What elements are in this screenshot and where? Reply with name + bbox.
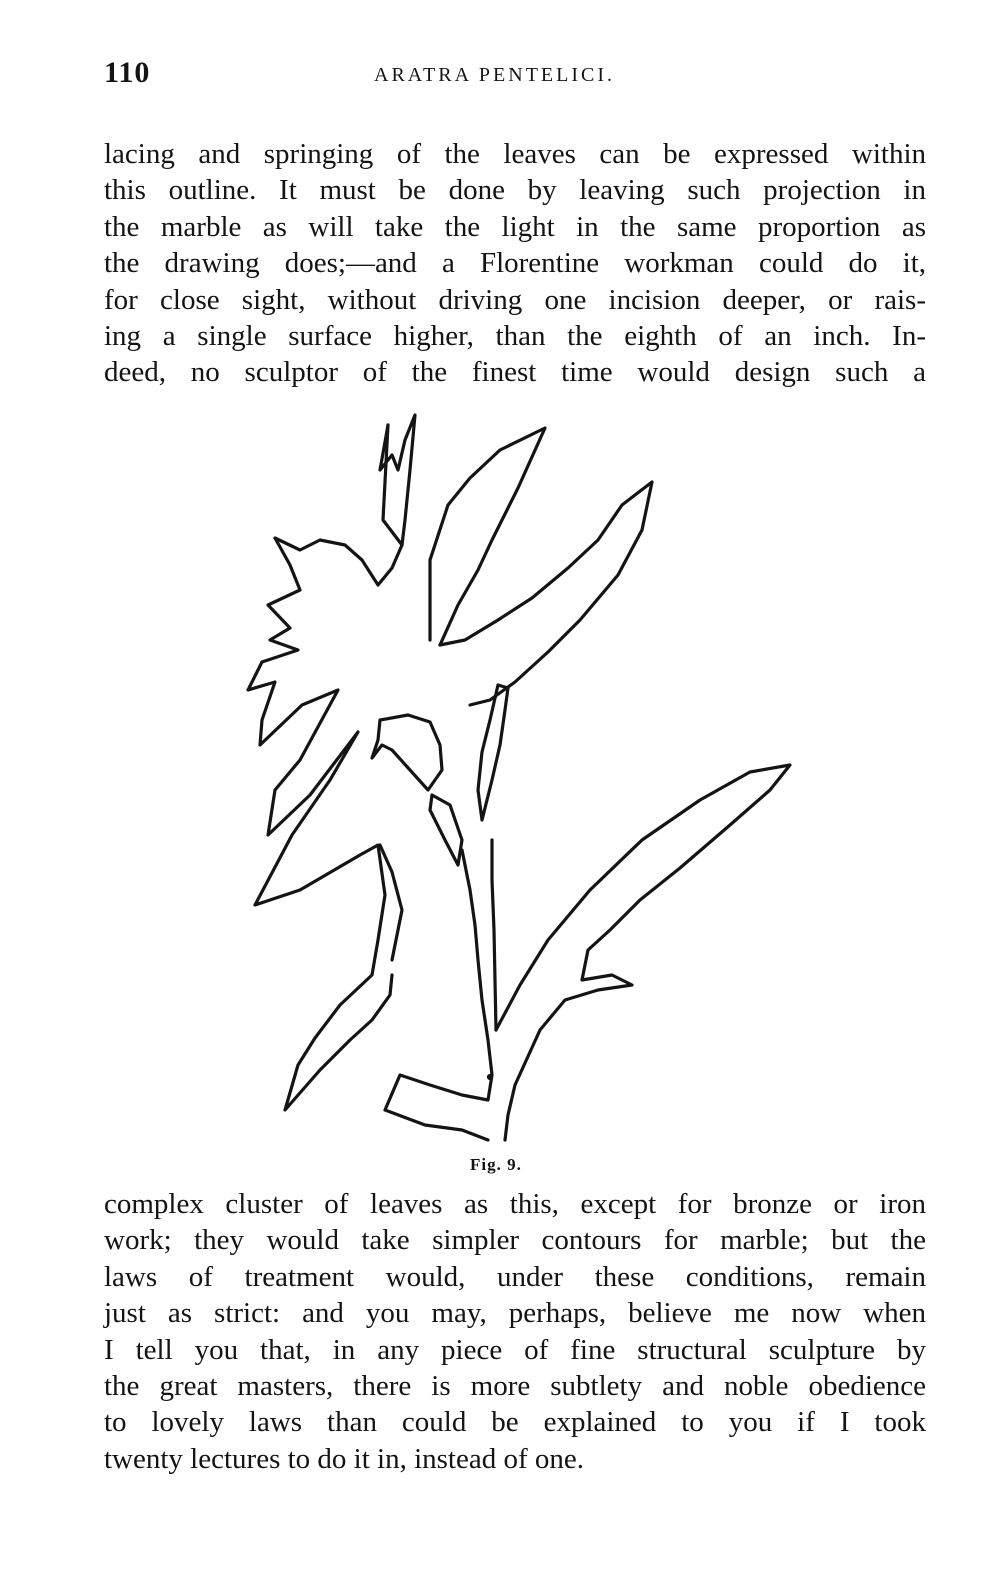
text-line: to lovely laws than could be explained to you if I took <box>104 1406 926 1439</box>
text-line: just as strict: and you may, perhaps, believe me now when <box>104 1297 926 1330</box>
text-line: twenty lectures to do it in, instead of one. <box>104 1442 585 1475</box>
upper-petal <box>383 425 402 545</box>
text-line: the marble as will take the light in the same proportion as <box>104 210 926 243</box>
text-line: complex cluster of leaves as this, except for bronze or iron <box>104 1188 926 1220</box>
stem <box>462 850 492 1075</box>
cluster-outline <box>248 415 415 1110</box>
paragraph-bottom <box>104 1186 926 1477</box>
text-line: the drawing does;—and a Florentine workman could do it, <box>104 247 926 280</box>
leaf-cluster-outline-figure <box>230 410 810 1150</box>
text-line: this outline. It must be done by leaving such projection in <box>104 174 926 207</box>
page-number: 110 <box>104 56 151 89</box>
text-line: laws of treatment would, under these conditions, remain <box>104 1260 926 1293</box>
text-line: work; they would take simpler contours for marble; but the <box>104 1224 926 1257</box>
running-title: ARATRA PENTELICI. <box>374 64 615 86</box>
text-line: deed, no sculptor of the finest time would design such a <box>104 356 926 389</box>
upper-leaf-right <box>440 482 652 705</box>
text-line: the great masters, there is more subtlety and noble obedience <box>104 1369 926 1402</box>
figure-caption: Fig. 9. <box>470 1155 522 1174</box>
text-line: ing a single surface higher, than the eighth of an inch. In- <box>104 319 926 352</box>
inner-fold <box>372 715 442 790</box>
text-line: I tell you that, in any piece of fine structural sculpture by <box>104 1333 926 1366</box>
text-line: for close sight, without driving one incision deeper, or rais- <box>104 283 926 316</box>
page-header <box>104 56 926 96</box>
upper-leaf-left <box>430 428 545 645</box>
stem-base <box>385 1075 492 1140</box>
right-long-leaf <box>496 765 790 1140</box>
stem-right <box>492 840 496 1030</box>
inner-fold-2 <box>430 795 462 865</box>
text-line: lacing and springing of the leaves can be expressed within <box>104 138 926 170</box>
paragraph-top <box>104 136 926 391</box>
inner-leaf-tall <box>478 685 508 820</box>
ink-dot <box>489 1076 492 1079</box>
